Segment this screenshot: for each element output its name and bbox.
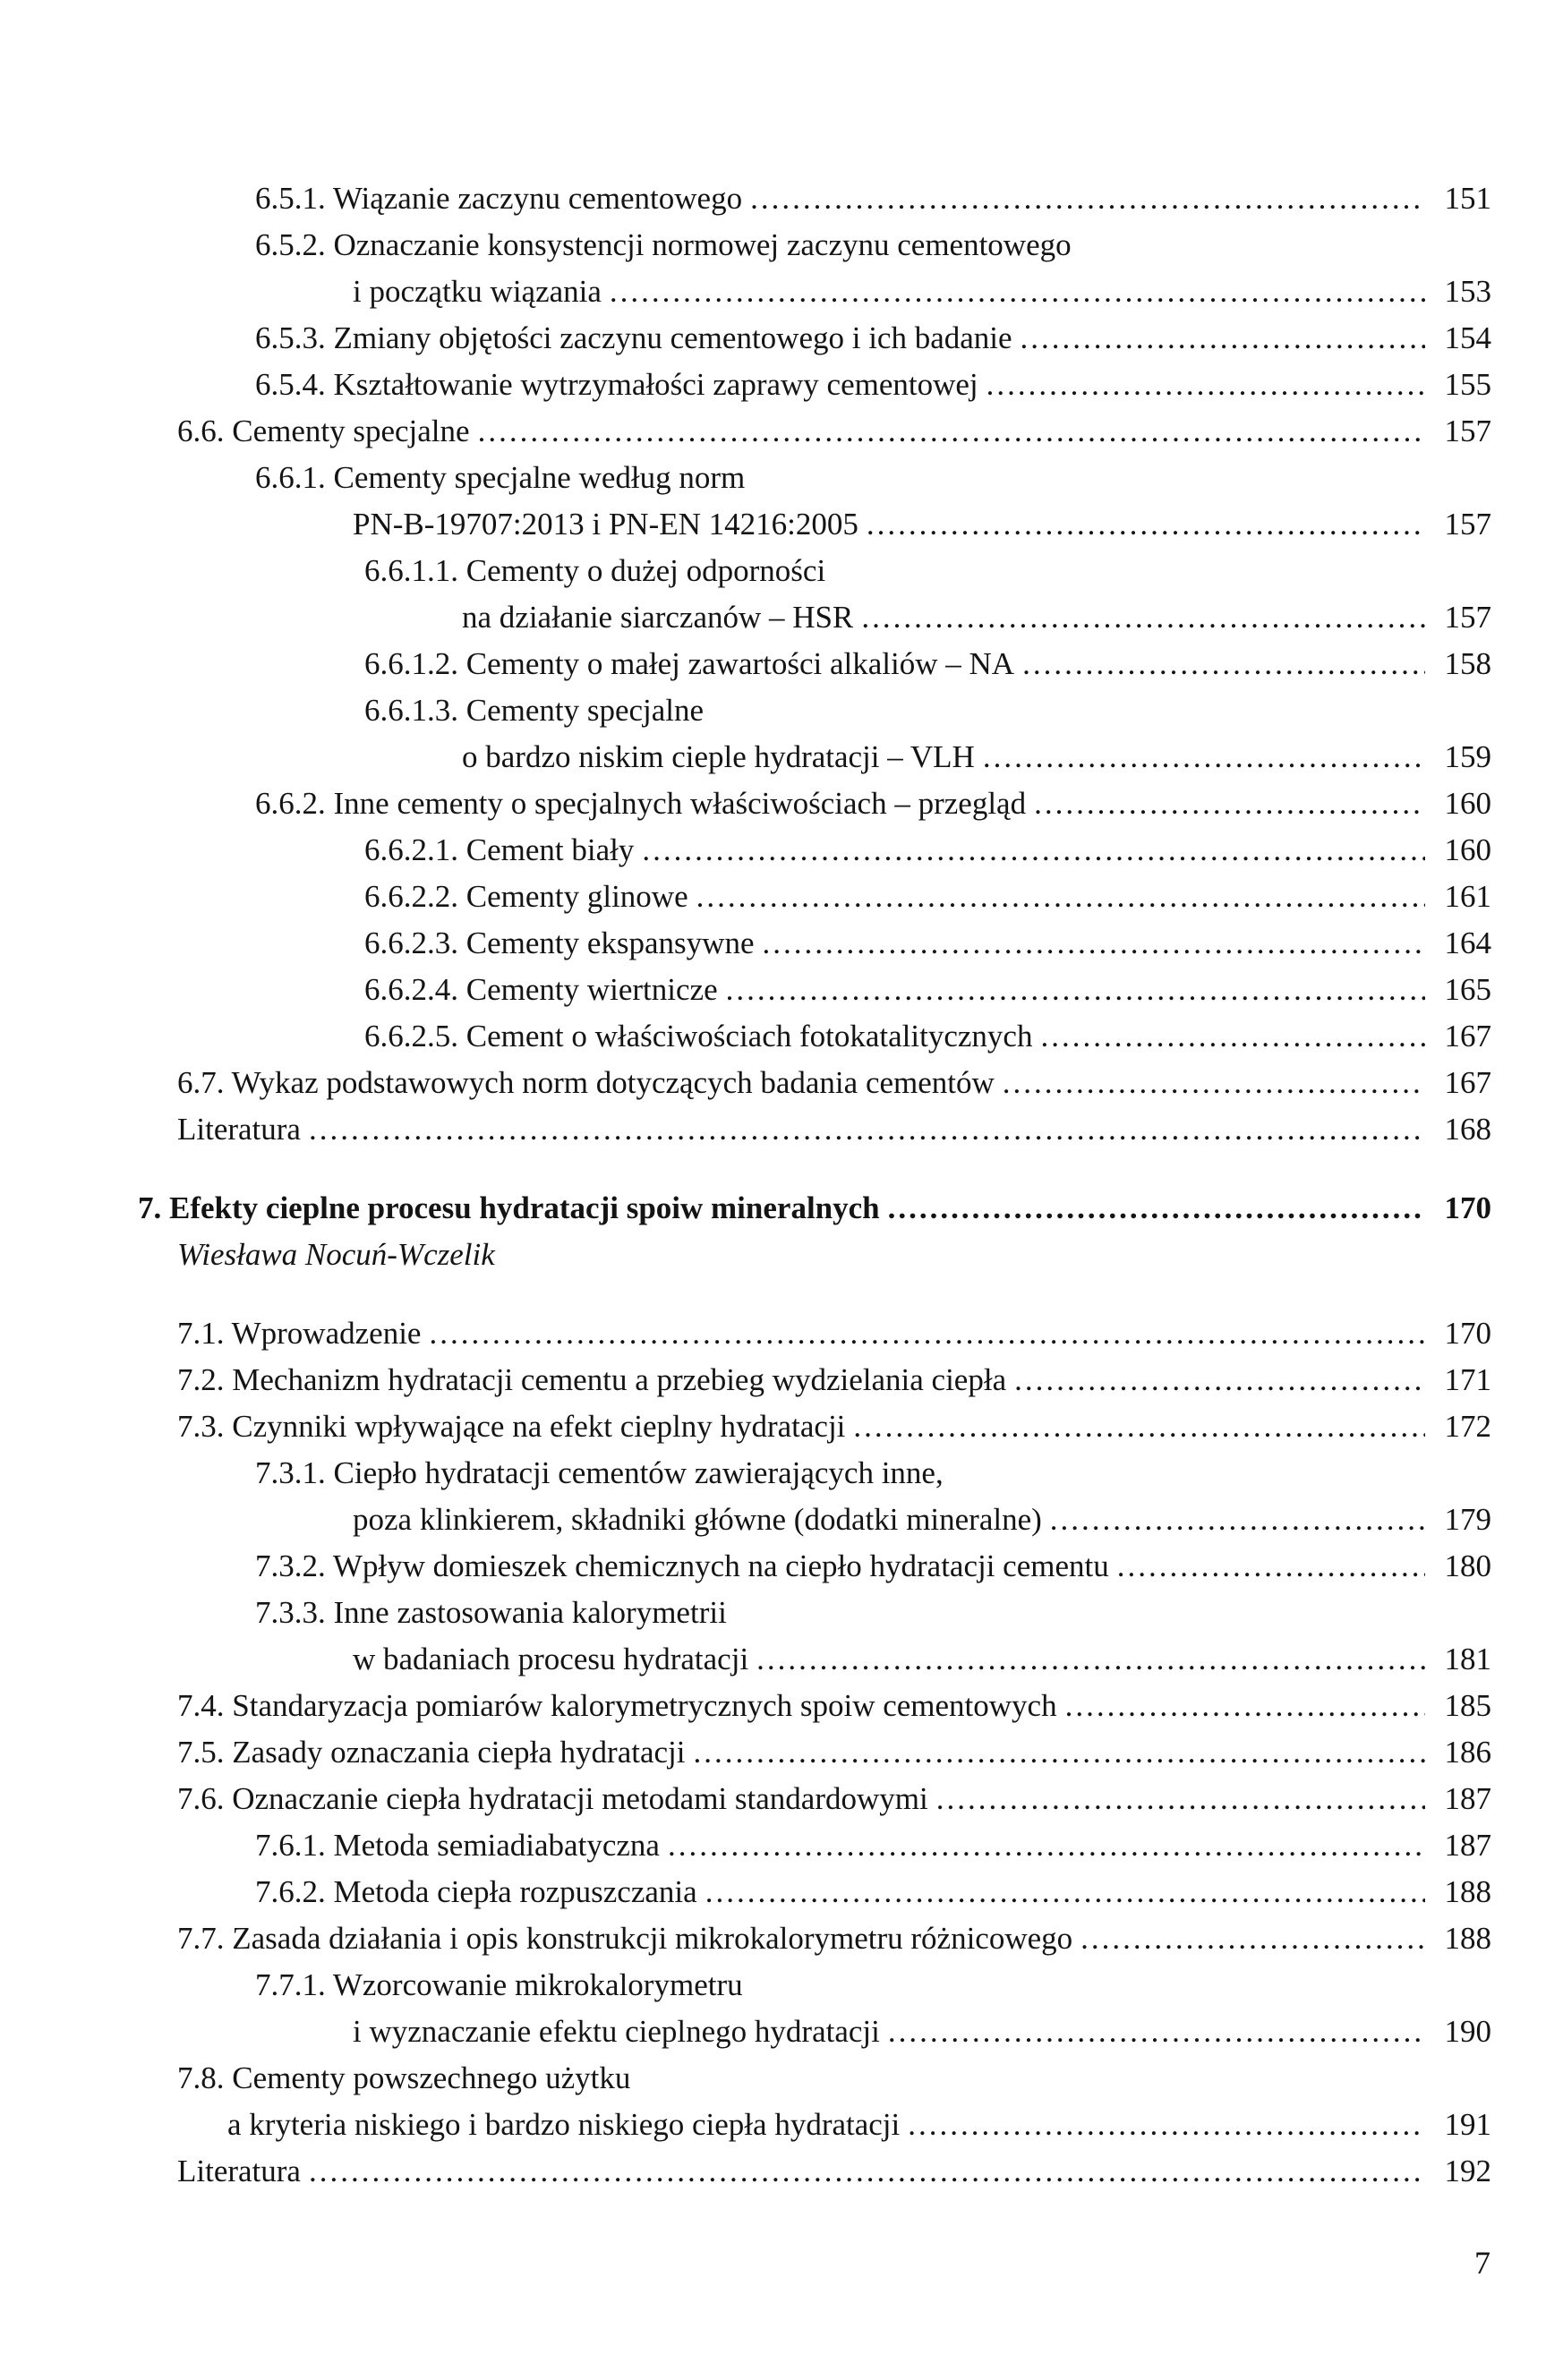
toc-entry-title: 7.7.1. Wzorcowanie mikrokalorymetru (255, 1967, 743, 2002)
toc-line (138, 315, 1491, 362)
dot-leader (936, 1776, 1425, 1822)
toc-entry-title: 7.4. Standaryzacja pomiarów kalorymetrycznych spoiw cementowych (177, 1688, 1057, 1723)
toc-entry-title: na działanie siarczanów – HSR (462, 600, 854, 635)
toc-line-continuation (138, 501, 1491, 548)
toc-line (138, 1776, 1491, 1822)
toc-entry-page-number: 167 (1444, 1065, 1491, 1100)
toc-entry (138, 1357, 1491, 1403)
toc-entry (138, 1403, 1491, 1450)
toc-entry-page-number: 180 (1444, 1548, 1491, 1583)
dot-leader (1014, 1357, 1425, 1403)
toc-entry (138, 874, 1491, 920)
toc-line (138, 548, 1491, 594)
toc-line (138, 1450, 1491, 1497)
chapter-author: Wiesława Nocuń-Wczelik (177, 1237, 495, 1272)
toc-entry-title: 6.6.2.2. Cementy glinowe (364, 879, 688, 914)
toc-entry-title: 7.3.2. Wpływ domieszek chemicznych na ciepło hydratacji cementu (255, 1548, 1109, 1583)
dot-leader (853, 1403, 1425, 1450)
toc-entry-title: 6.6.2.5. Cement o właściwościach fotokatalitycznych (364, 1019, 1033, 1054)
toc-entry (138, 1683, 1491, 1729)
toc-entry (138, 2148, 1491, 2195)
table-of-contents (138, 175, 1491, 2195)
toc-entry-title: 6.6.1.2. Cementy o małej zawartości alkaliów – NA (364, 646, 1015, 681)
toc-line-continuation (138, 2009, 1491, 2055)
toc-line-continuation (138, 2102, 1491, 2148)
toc-entry (138, 920, 1491, 967)
toc-entry-title: 7.6.1. Metoda semiadiabatyczna (255, 1828, 660, 1863)
toc-line (138, 967, 1491, 1013)
toc-entry (138, 455, 1491, 548)
toc-line (138, 1106, 1491, 1153)
dot-leader (429, 1310, 1425, 1357)
toc-entry (138, 781, 1491, 827)
toc-entry (138, 1310, 1491, 1357)
toc-entry-title: 6.6.1. Cementy specjalne według norm (255, 460, 746, 495)
toc-entry-title: 6.6. Cementy specjalne (177, 414, 470, 448)
toc-entry-page-number: 192 (1444, 2154, 1491, 2188)
toc-entry-page-number: 155 (1444, 367, 1491, 402)
dot-leader (756, 1636, 1425, 1683)
toc-line (138, 1543, 1491, 1590)
dot-leader (986, 362, 1425, 408)
dot-leader (908, 2102, 1425, 2148)
toc-entry (138, 1450, 1491, 1543)
toc-entry-title: a kryteria niskiego i bardzo niskiego ciepła hydratacji (227, 2107, 901, 2142)
toc-entry (138, 641, 1491, 687)
toc-entry-page-number: 172 (1444, 1409, 1491, 1444)
toc-entry-title: 6.5.4. Kształtowanie wytrzymałości zaprawy cementowej (255, 367, 978, 402)
page-number: 7 (1474, 2245, 1490, 2281)
toc-line (138, 1683, 1491, 1729)
toc-line (138, 222, 1491, 269)
toc-entry-page-number: 158 (1444, 646, 1491, 681)
toc-entry-page-number: 157 (1444, 507, 1491, 542)
toc-line (138, 1915, 1491, 1962)
dot-leader (861, 594, 1425, 641)
toc-entry-page-number: 191 (1444, 2107, 1491, 2142)
toc-entry-title: 6.6.2. Inne cementy o specjalnych właściwościach – przegląd (255, 786, 1027, 821)
toc-entry-title: 7.6.2. Metoda ciepła rozpuszczania (255, 1874, 697, 1909)
toc-line (138, 1729, 1491, 1776)
toc-line (138, 1403, 1491, 1450)
dot-leader (1065, 1683, 1425, 1729)
dot-leader (888, 1185, 1425, 1232)
toc-entry-title: 6.6.2.1. Cement biały (364, 832, 635, 867)
toc-line (138, 1869, 1491, 1915)
toc-entry-title: 6.5.3. Zmiany objętości zaczynu cementowego i ich badanie (255, 320, 1012, 355)
toc-line (138, 641, 1491, 687)
toc-entry-title: 7.1. Wprowadzenie (177, 1316, 422, 1351)
dot-leader (705, 1869, 1425, 1915)
toc-entry (138, 1776, 1491, 1822)
toc-entry-title: 6.7. Wykaz podstawowych norm dotyczących badania cementów (177, 1065, 995, 1100)
toc-entry-page-number: 160 (1444, 786, 1491, 821)
toc-line (138, 1060, 1491, 1106)
toc-line (138, 2055, 1491, 2102)
dot-leader (309, 1106, 1425, 1153)
dot-leader (1117, 1543, 1425, 1590)
toc-line-continuation (138, 734, 1491, 781)
toc-entry (138, 1869, 1491, 1915)
dot-leader (1040, 1013, 1425, 1060)
toc-entry-title: Literatura (177, 2154, 301, 2188)
toc-entry (138, 2055, 1491, 2148)
toc-entry (138, 175, 1491, 222)
toc-chapter-entry (138, 1185, 1491, 1278)
toc-entry-title: i początku wiązania (353, 274, 602, 309)
toc-entry (138, 315, 1491, 362)
toc-line (138, 1822, 1491, 1869)
toc-entry-title: Literatura (177, 1112, 301, 1147)
toc-line (138, 2148, 1491, 2195)
toc-entry-title: 7. Efekty cieplne procesu hydratacji spoiw mineralnych (138, 1190, 880, 1225)
toc-line (138, 175, 1491, 222)
toc-entry-page-number: 151 (1444, 181, 1491, 216)
dot-leader (610, 269, 1425, 315)
toc-line (138, 455, 1491, 501)
toc-entry-page-number: 186 (1444, 1735, 1491, 1770)
toc-line (138, 874, 1491, 920)
toc-entry (138, 1729, 1491, 1776)
toc-line (138, 687, 1491, 734)
toc-entry (138, 1013, 1491, 1060)
toc-entry-title: 7.7. Zasada działania i opis konstrukcji mikrokalorymetru różnicowego (177, 1921, 1073, 1956)
toc-entry-title: 6.5.2. Oznaczanie konsystencji normowej zaczynu cementowego (255, 227, 1072, 262)
toc-entry (138, 827, 1491, 874)
toc-entry (138, 1543, 1491, 1590)
toc-entry-title: 7.5. Zasady oznaczania ciepła hydratacji (177, 1735, 686, 1770)
dot-leader (668, 1822, 1425, 1869)
dot-leader (696, 874, 1425, 920)
toc-entry-title: 6.5.1. Wiązanie zaczynu cementowego (255, 181, 743, 216)
toc-entry (138, 967, 1491, 1013)
toc-line (138, 408, 1491, 455)
toc-line (138, 827, 1491, 874)
toc-line-continuation (138, 594, 1491, 641)
toc-entry-title: 7.2. Mechanizm hydratacji cementu a przebieg wydzielania ciepła (177, 1362, 1007, 1397)
toc-line-continuation (138, 1636, 1491, 1683)
toc-entry-title: PN-B-19707:2013 i PN-EN 14216:2005 (353, 507, 858, 542)
toc-line-continuation (138, 1497, 1491, 1543)
toc-entry-page-number: 164 (1444, 926, 1491, 960)
toc-line (138, 1310, 1491, 1357)
toc-entry-page-number: 165 (1444, 972, 1491, 1007)
toc-entry-title: 7.8. Cementy powszechnego użytku (177, 2060, 631, 2095)
dot-leader (726, 967, 1425, 1013)
toc-line (138, 362, 1491, 408)
toc-line (138, 781, 1491, 827)
toc-entry (138, 1962, 1491, 2055)
toc-entry-title: 7.3. Czynniki wpływające na efekt cieplny hydratacji (177, 1409, 846, 1444)
toc-entry-page-number: 157 (1444, 414, 1491, 448)
toc-entry-page-number: 159 (1444, 739, 1491, 774)
toc-entry-page-number: 185 (1444, 1688, 1491, 1723)
toc-line (138, 1590, 1491, 1636)
toc-entry (138, 1822, 1491, 1869)
toc-entry-page-number: 160 (1444, 832, 1491, 867)
toc-entry-title: w badaniach procesu hydratacji (353, 1642, 749, 1676)
toc-entry-page-number: 153 (1444, 274, 1491, 309)
toc-line (138, 1357, 1491, 1403)
toc-entry-title: poza klinkierem, składniki główne (dodatki mineralne) (353, 1502, 1042, 1537)
toc-entry-page-number: 157 (1444, 600, 1491, 635)
toc-entry-page-number: 170 (1444, 1190, 1491, 1225)
toc-entry-page-number: 154 (1444, 320, 1491, 355)
toc-entry-page-number: 161 (1444, 879, 1491, 914)
toc-entry (138, 687, 1491, 781)
dot-leader (888, 2009, 1425, 2055)
toc-entry (138, 548, 1491, 641)
dot-leader (478, 408, 1425, 455)
toc-line (138, 1962, 1491, 2009)
toc-entry (138, 1590, 1491, 1683)
toc-entry-title: 7.3.1. Ciepło hydratacji cementów zawierających inne, (255, 1455, 944, 1490)
dot-leader (1022, 641, 1425, 687)
toc-entry-page-number: 170 (1444, 1316, 1491, 1351)
toc-entry-page-number: 187 (1444, 1828, 1491, 1863)
toc-entry (138, 408, 1491, 455)
toc-line (138, 1013, 1491, 1060)
dot-leader (1034, 781, 1425, 827)
dot-leader (762, 920, 1425, 967)
toc-entry-title: i wyznaczanie efektu cieplnego hydratacji (353, 2014, 880, 2049)
toc-entry (138, 1106, 1491, 1153)
dot-leader (983, 734, 1425, 781)
toc-entry-title: o bardzo niskim cieple hydratacji – VLH (462, 739, 975, 774)
toc-entry-page-number: 188 (1444, 1874, 1491, 1909)
dot-leader (750, 175, 1425, 222)
dot-leader (694, 1729, 1426, 1776)
toc-entry-title: 6.6.2.4. Cementy wiertnicze (364, 972, 718, 1007)
toc-line (138, 1185, 1491, 1232)
dot-leader (867, 501, 1425, 548)
toc-entry-title: 7.6. Oznaczanie ciepła hydratacji metodami standardowymi (177, 1781, 928, 1816)
dot-leader (642, 827, 1425, 874)
toc-entry-page-number: 179 (1444, 1502, 1491, 1537)
dot-leader (1080, 1915, 1425, 1962)
toc-line (138, 920, 1491, 967)
dot-leader (309, 2148, 1425, 2195)
toc-entry-page-number: 167 (1444, 1019, 1491, 1054)
toc-entry-page-number: 190 (1444, 2014, 1491, 2049)
toc-entry-page-number: 181 (1444, 1642, 1491, 1676)
toc-entry (138, 222, 1491, 315)
toc-entry-page-number: 187 (1444, 1781, 1491, 1816)
toc-entry (138, 1915, 1491, 1962)
toc-entry-title: 7.3.3. Inne zastosowania kalorymetrii (255, 1595, 727, 1630)
toc-entry-page-number: 171 (1444, 1362, 1491, 1397)
toc-entry-title: 6.6.1.3. Cementy specjalne (364, 693, 705, 728)
toc-entry (138, 1060, 1491, 1106)
dot-leader (1021, 315, 1425, 362)
dot-leader (1050, 1497, 1425, 1543)
toc-entry-page-number: 168 (1444, 1112, 1491, 1147)
toc-entry (138, 362, 1491, 408)
dot-leader (1003, 1060, 1425, 1106)
toc-entry-page-number: 188 (1444, 1921, 1491, 1956)
toc-entry-title: 6.6.1.1. Cementy o dużej odporności (364, 553, 826, 588)
toc-line-continuation (138, 269, 1491, 315)
toc-entry-title: 6.6.2.3. Cementy ekspansywne (364, 926, 755, 960)
